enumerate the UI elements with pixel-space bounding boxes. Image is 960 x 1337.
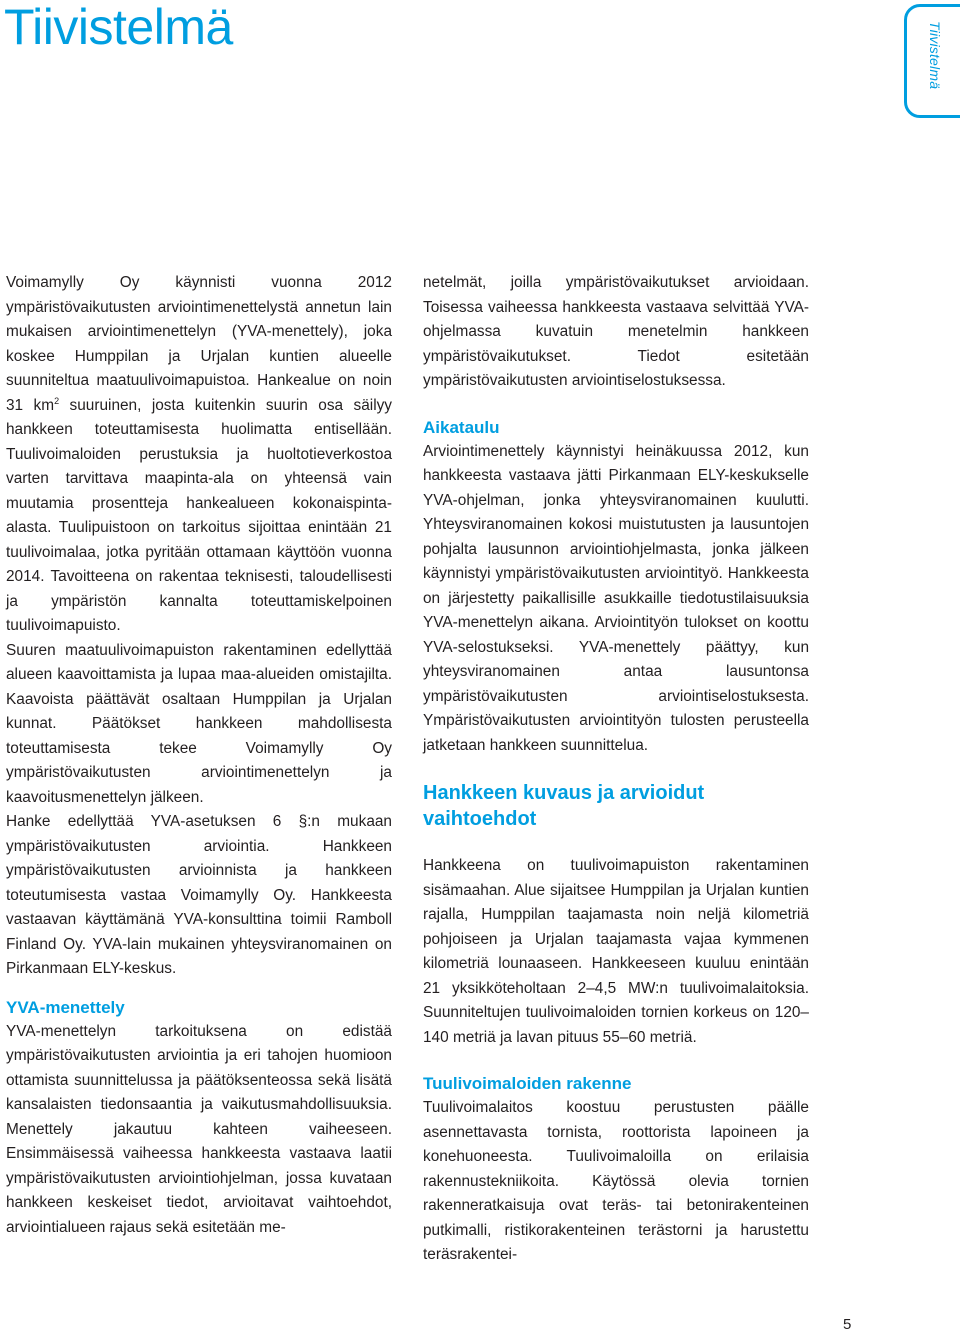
intro-text-start: Voimamylly Oy käynnisti vuonna 2012 ympäristövaikutusten arviointimenettelystä annetun lain mukaisen arviointimenettelyn (YVA-menettely), joka koskee Humppilan ja Urjalan kuntien alueelle suunniteltua maatuulivoimapuistoa. Hankealue on noin 31 km — [6, 274, 392, 414]
left-column — [6, 271, 392, 1240]
zoning-paragraph: Suuren maatuulivoimapuiston rakentaminen edellyttää alueen kaavoittamista ja lupaa maa-alueiden omistajilta. Kaavoista päättävät osaltaan Humppilan ja Urjalan kunnat. Päätökset hankkeen mahdollisesta toteuttamisesta tekee Voimamylly Oy ympäristövaikutusten arviointimenettelyn ja kaavoitusmenettelyn jälkeen. — [6, 641, 392, 806]
heading-hankkeen-kuvaus: Hankkeen kuvaus ja arvioidut vaihtoehdot — [423, 782, 705, 830]
methods-paragraph: netelmät, joilla ympäristövaikutukset arvioidaan. Toisessa vaiheessa hankkeesta vastaava selvittää YVA-ohjelmassa kuvatuin menetelmin hankkeen ympäristövaikutukset. Tiedot esitetään ympäristövaikutusten arviointiselostuksessa. — [423, 274, 809, 389]
intro-text-end: suuruinen, josta kuitenkin suurin osa säilyy hankkeen toteuttamisesta huolimatta entisellään. Tuulivoimaloiden perustuksia ja huoltotieverkostoa varten tarvittava maapinta-ala on yhteensä vain muutamia prosentteja hankealueen kokonaispinta-alasta. Tuulipuistoon on tarkoitus sijoittaa enintään 21 tuulivoimalaa, jotka pyritään ottamaan käyttöön vuonna 2014. Tavoitteena on rakentaa teknisesti, taloudellisesti ja ympäristön kannalta toteuttamiskelpoinen tuulivoimapuisto. — [6, 396, 393, 634]
responsibility-paragraph: Hanke edellyttää YVA-asetuksen 6 §:n mukaan ympäristövaikutusten arviointia. Hankkeen ympäristövaikutusten arvioinnista ja hankkeen toteutumisesta vastaa Voimamylly Oy. Hankkeesta vastaavan käyttämänä YVA-konsulttina toimii Ramboll Finland Oy. YVA-lain mukainen yhteysviranomainen on Pirkanmaan ELY-keskus. — [6, 813, 392, 977]
page-number: 5 — [843, 1316, 852, 1333]
heading-yva-menettely: YVA-menettely — [6, 997, 125, 1017]
intro-paragraph — [6, 271, 392, 639]
page-title: Tiivistelmä — [4, 0, 233, 55]
structure-paragraph: Tuulivoimalaitos koostuu perustusten päälle asennettavasta tornista, roottorista lapoineen ja konehuoneesta. Tuulivoimaloilla on erilaisia rakennustekniikoita. Käytössä olevia tornien rakenneratkaisuja ovat teräs- tai betonirakenteinen putkimalli, ristikorakenteinen terästorni ja harustettu teräsrakentei- — [423, 1099, 809, 1263]
schedule-paragraph: Arviointimenettely käynnistyi heinäkuussa 2012, kun hankkeesta vastaava jätti Pirkanmaan ELY-keskukselle YVA-ohjelman, jonka yhteysviranomainen kuulutti. Yhteysviranomainen kokosi muistutusten ja lausuntojen pohjalta lausunnon arviointiohjelmasta, jonka jälkeen käynnistyi ympäristövaikutusten arviointityö. Hankkeesta on järjestetty paikallisille asukkaille tiedotustilaisuuksia YVA-menettelyn aikana. Arviointityön tulokset on koottu YVA-selostukseksi. YVA-menettely päättyy, kun yhteysviranomainen antaa lausuntonsa ympäristövaikutusten arviointiselostuksesta. Ympäristövaikutusten arviointityön tulosten perusteella jatketaan hankkeen suunnittelua. — [423, 442, 809, 754]
heading-tuulivoimaloiden-rakenne: Tuulivoimaloiden rakenne — [423, 1074, 632, 1093]
section-tab — [904, 4, 960, 118]
yva-paragraph: YVA-menettelyn tarkoituksena on edistää ympäristövaikutusten arviointia ja eri tahojen huomioon ottamista suunnittelussa ja päätöksenteossa sekä lisätä kansalaisten tiedonsaantia ja vaikutusmahdollisuuksia. Menettely jakautuu kahteen vaiheeseen. Ensimmäisessä vaiheessa hankkeesta vastaava laatii ympäristövaikutusten arviointiohjelman, jossa kuvataan hankkeen keskeiset tiedot, arvioitavat vaihtoehdot, arviointialueen rajaus sekä esitetään me- — [6, 1022, 392, 1236]
heading-aikataulu: Aikataulu — [423, 417, 500, 437]
area-unit-superscript: 2 — [54, 395, 60, 406]
right-column — [423, 271, 809, 1268]
section-tab-label: Tiivistelmä — [927, 21, 943, 90]
project-description-paragraph: Hankkeena on tuulivoimapuiston rakentaminen sisämaahan. Alue sijaitsee Humppilan ja Urjalan kuntien rajalla, Humppilan taajamasta noin neljä kilometriä pohjoiseen ja Urjalan taajamasta vajaa kymmenen kilometriä lounaaseen. Hankkeeseen kuuluu enintään 21 yksikköteholtaan 2–4,5 MW:n tuulivoimalaitoksia. Suunniteltujen tuulivoimaloiden tornien korkeus on 120–140 metriä ja lavan pituus 55–60 metriä. — [423, 857, 809, 1046]
